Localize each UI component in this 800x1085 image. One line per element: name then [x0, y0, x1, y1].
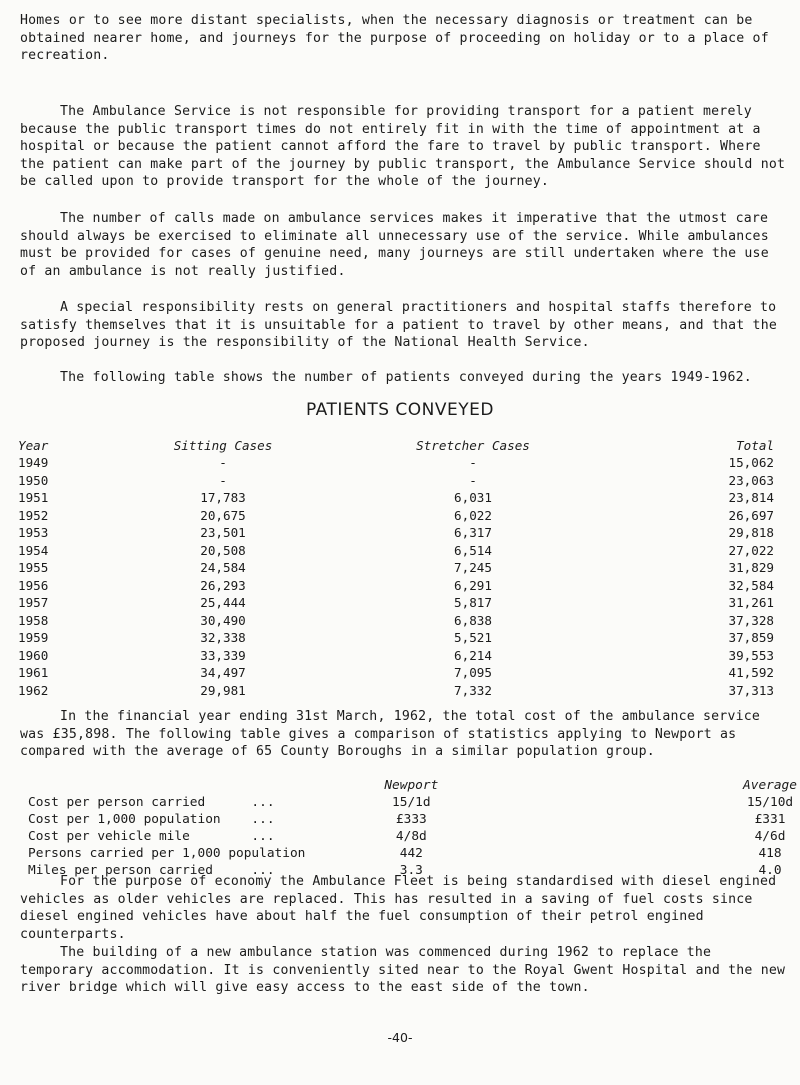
cell-sitting: 30,490: [200, 612, 246, 628]
average-value: 15/10d: [746, 795, 794, 810]
newport-value: £333: [395, 812, 427, 827]
cell-total: 15,062: [728, 455, 774, 471]
comparison-label: Persons carried per 1,000 population: [28, 846, 306, 861]
table-title: PATIENTS CONVEYED: [306, 400, 494, 420]
comparison-row: [28, 794, 800, 811]
paragraph-7: For the purpose of economy the Ambulance Fleet is being standardised with diesel engined vehicles as older vehicles are replaced. This has resulted in a saving of fuel costs since diesel engined vehicles have about half the fuel consumption of their petrol engined counterparts.: [20, 874, 777, 942]
paragraph-3: The number of calls made on ambulance services makes it imperative that the utmost care should always be exercised to eliminate all unnecessary use of the service. While ambulances must be provided for cases of genuine need, many journeys are still undertaken where the use of an ambulance is not really justified.: [20, 211, 769, 279]
header-average: Average: [743, 778, 797, 793]
cell-total: 31,261: [728, 595, 774, 611]
newport-value: 4/8d: [395, 829, 427, 844]
cell-year: 1960: [18, 647, 49, 663]
average-value: 418: [758, 846, 782, 861]
cell-year: 1954: [18, 542, 49, 558]
cell-sitting: 20,675: [200, 507, 246, 523]
cell-sitting: 20,508: [200, 542, 246, 558]
cell-sitting: 26,293: [200, 577, 246, 593]
table-row: [18, 559, 774, 577]
comparison-header-row: [28, 777, 800, 794]
comparison-label: Cost per vehicle mile ...: [28, 829, 275, 844]
cell-year: 1962: [18, 682, 49, 698]
cell-stretcher: 5,817: [454, 595, 492, 611]
comparison-label: Miles per person carried ...: [28, 863, 275, 878]
average-value: £331: [754, 812, 786, 827]
table-row: [18, 647, 774, 665]
newport-value: 3.3: [399, 863, 423, 878]
cell-total: 41,592: [728, 665, 774, 681]
cell-stretcher: 6,317: [454, 525, 492, 541]
comparison-table: [28, 777, 800, 879]
table-row: [18, 489, 774, 507]
cell-sitting: 24,584: [200, 560, 246, 576]
newport-value: 442: [399, 846, 423, 861]
cell-sitting: 25,444: [200, 595, 246, 611]
paragraph-5: The following table shows the number of patients conveyed during the years 1949-1962.: [60, 370, 752, 385]
cell-stretcher: -: [469, 455, 477, 471]
cell-stretcher: 6,291: [454, 577, 492, 593]
cell-stretcher: -: [469, 472, 477, 488]
cell-year: 1956: [18, 577, 49, 593]
cell-stretcher: 7,332: [454, 682, 492, 698]
cell-total: 37,313: [728, 682, 774, 698]
comparison-row: [28, 845, 800, 862]
average-value: 4.0: [758, 863, 782, 878]
header-total: Total: [736, 437, 774, 453]
cell-stretcher: 6,514: [454, 542, 492, 558]
cell-stretcher: 7,095: [454, 665, 492, 681]
table-row: [18, 682, 774, 700]
table-row: [18, 542, 774, 560]
cell-year: 1952: [18, 507, 49, 523]
cell-total: 23,063: [728, 472, 774, 488]
table-row: [18, 524, 774, 542]
table-row: [18, 594, 774, 612]
cell-sitting: 23,501: [200, 525, 246, 541]
cell-total: 32,584: [728, 577, 774, 593]
cell-total: 31,829: [728, 560, 774, 576]
cell-year: 1950: [18, 472, 49, 488]
cell-year: 1961: [18, 665, 49, 681]
header-sitting: Sitting Cases: [173, 437, 273, 453]
table-row: [18, 629, 774, 647]
cell-stretcher: 7,245: [454, 560, 492, 576]
paragraph-1: Homes or to see more distant specialists, when the necessary diagnosis or treatment can be obtained nearer home, and journeys for the purpose of proceeding on holiday or to a place of recreation.: [20, 13, 769, 63]
cell-year: 1951: [18, 490, 49, 506]
paragraph-4: A special responsibility rests on general practitioners and hospital staffs therefore to satisfy themselves that it is unsuitable for a patient to travel by other means, and that the proposed journey is the responsibility of the National Health Service.: [20, 300, 777, 350]
cell-sitting: -: [219, 472, 227, 488]
table-header-row: [18, 436, 774, 454]
patients-conveyed-table: [18, 436, 774, 699]
cell-sitting: 17,783: [200, 490, 246, 506]
comparison-label: Cost per person carried ...: [28, 795, 275, 810]
cell-total: 37,859: [728, 630, 774, 646]
table-row: [18, 507, 774, 525]
paragraph-2: The Ambulance Service is not responsible for providing transport for a patient merely because the public transport times do not entirely fit in with the time of appointment at a hospital or because the patient cannot afford the fare to travel by public transport. Where the patient can make part of the journey by public transport, the Ambulance Service should not be called upon to provide transport for the whole of the journey.: [20, 104, 786, 189]
page-number: -40-: [387, 1030, 413, 1045]
cell-sitting: 29,981: [200, 682, 246, 698]
cell-year: 1953: [18, 525, 49, 541]
paragraph-8: The building of a new ambulance station was commenced during 1962 to replace the temporary accommodation. It is conveniently sited near to the Royal Gwent Hospital and the new river bridge which will give easy access to the east side of the town.: [20, 945, 786, 995]
table-row: [18, 664, 774, 682]
table-row: [18, 454, 774, 472]
cell-sitting: 33,339: [200, 647, 246, 663]
cell-stretcher: 6,838: [454, 612, 492, 628]
cell-total: 29,818: [728, 525, 774, 541]
cell-total: 26,697: [728, 507, 774, 523]
newport-value: 15/1d: [392, 795, 431, 810]
cell-year: 1949: [18, 455, 49, 471]
cell-year: 1958: [18, 612, 49, 628]
cell-stretcher: 6,022: [454, 507, 492, 523]
header-stretcher: Stretcher Cases: [416, 437, 530, 453]
table-row: [18, 472, 774, 490]
table-row: [18, 612, 774, 630]
cell-stretcher: 6,214: [454, 647, 492, 663]
cell-total: 23,814: [728, 490, 774, 506]
cell-year: 1959: [18, 630, 49, 646]
cell-sitting: 32,338: [200, 630, 246, 646]
comparison-row: [28, 828, 800, 845]
comparison-label: Cost per 1,000 population ...: [28, 812, 275, 827]
average-value: 4/6d: [754, 829, 786, 844]
cell-sitting: -: [219, 455, 227, 471]
cell-year: 1957: [18, 595, 49, 611]
header-newport: Newport: [384, 778, 439, 793]
comparison-row: [28, 811, 800, 828]
cell-total: 39,553: [728, 647, 774, 663]
cell-sitting: 34,497: [200, 665, 246, 681]
table-row: [18, 577, 774, 595]
cell-stretcher: 5,521: [454, 630, 492, 646]
cell-total: 37,328: [728, 612, 774, 628]
paragraph-6: In the financial year ending 31st March, 1962, the total cost of the ambulance service was £35,898. The following table gives a comparison of statistics applying to Newport as compared with the average of 65 County Boroughs in a similar population group.: [20, 709, 761, 759]
cell-year: 1955: [18, 560, 49, 576]
header-year: Year: [18, 437, 49, 453]
cell-stretcher: 6,031: [454, 490, 492, 506]
cell-total: 27,022: [728, 542, 774, 558]
